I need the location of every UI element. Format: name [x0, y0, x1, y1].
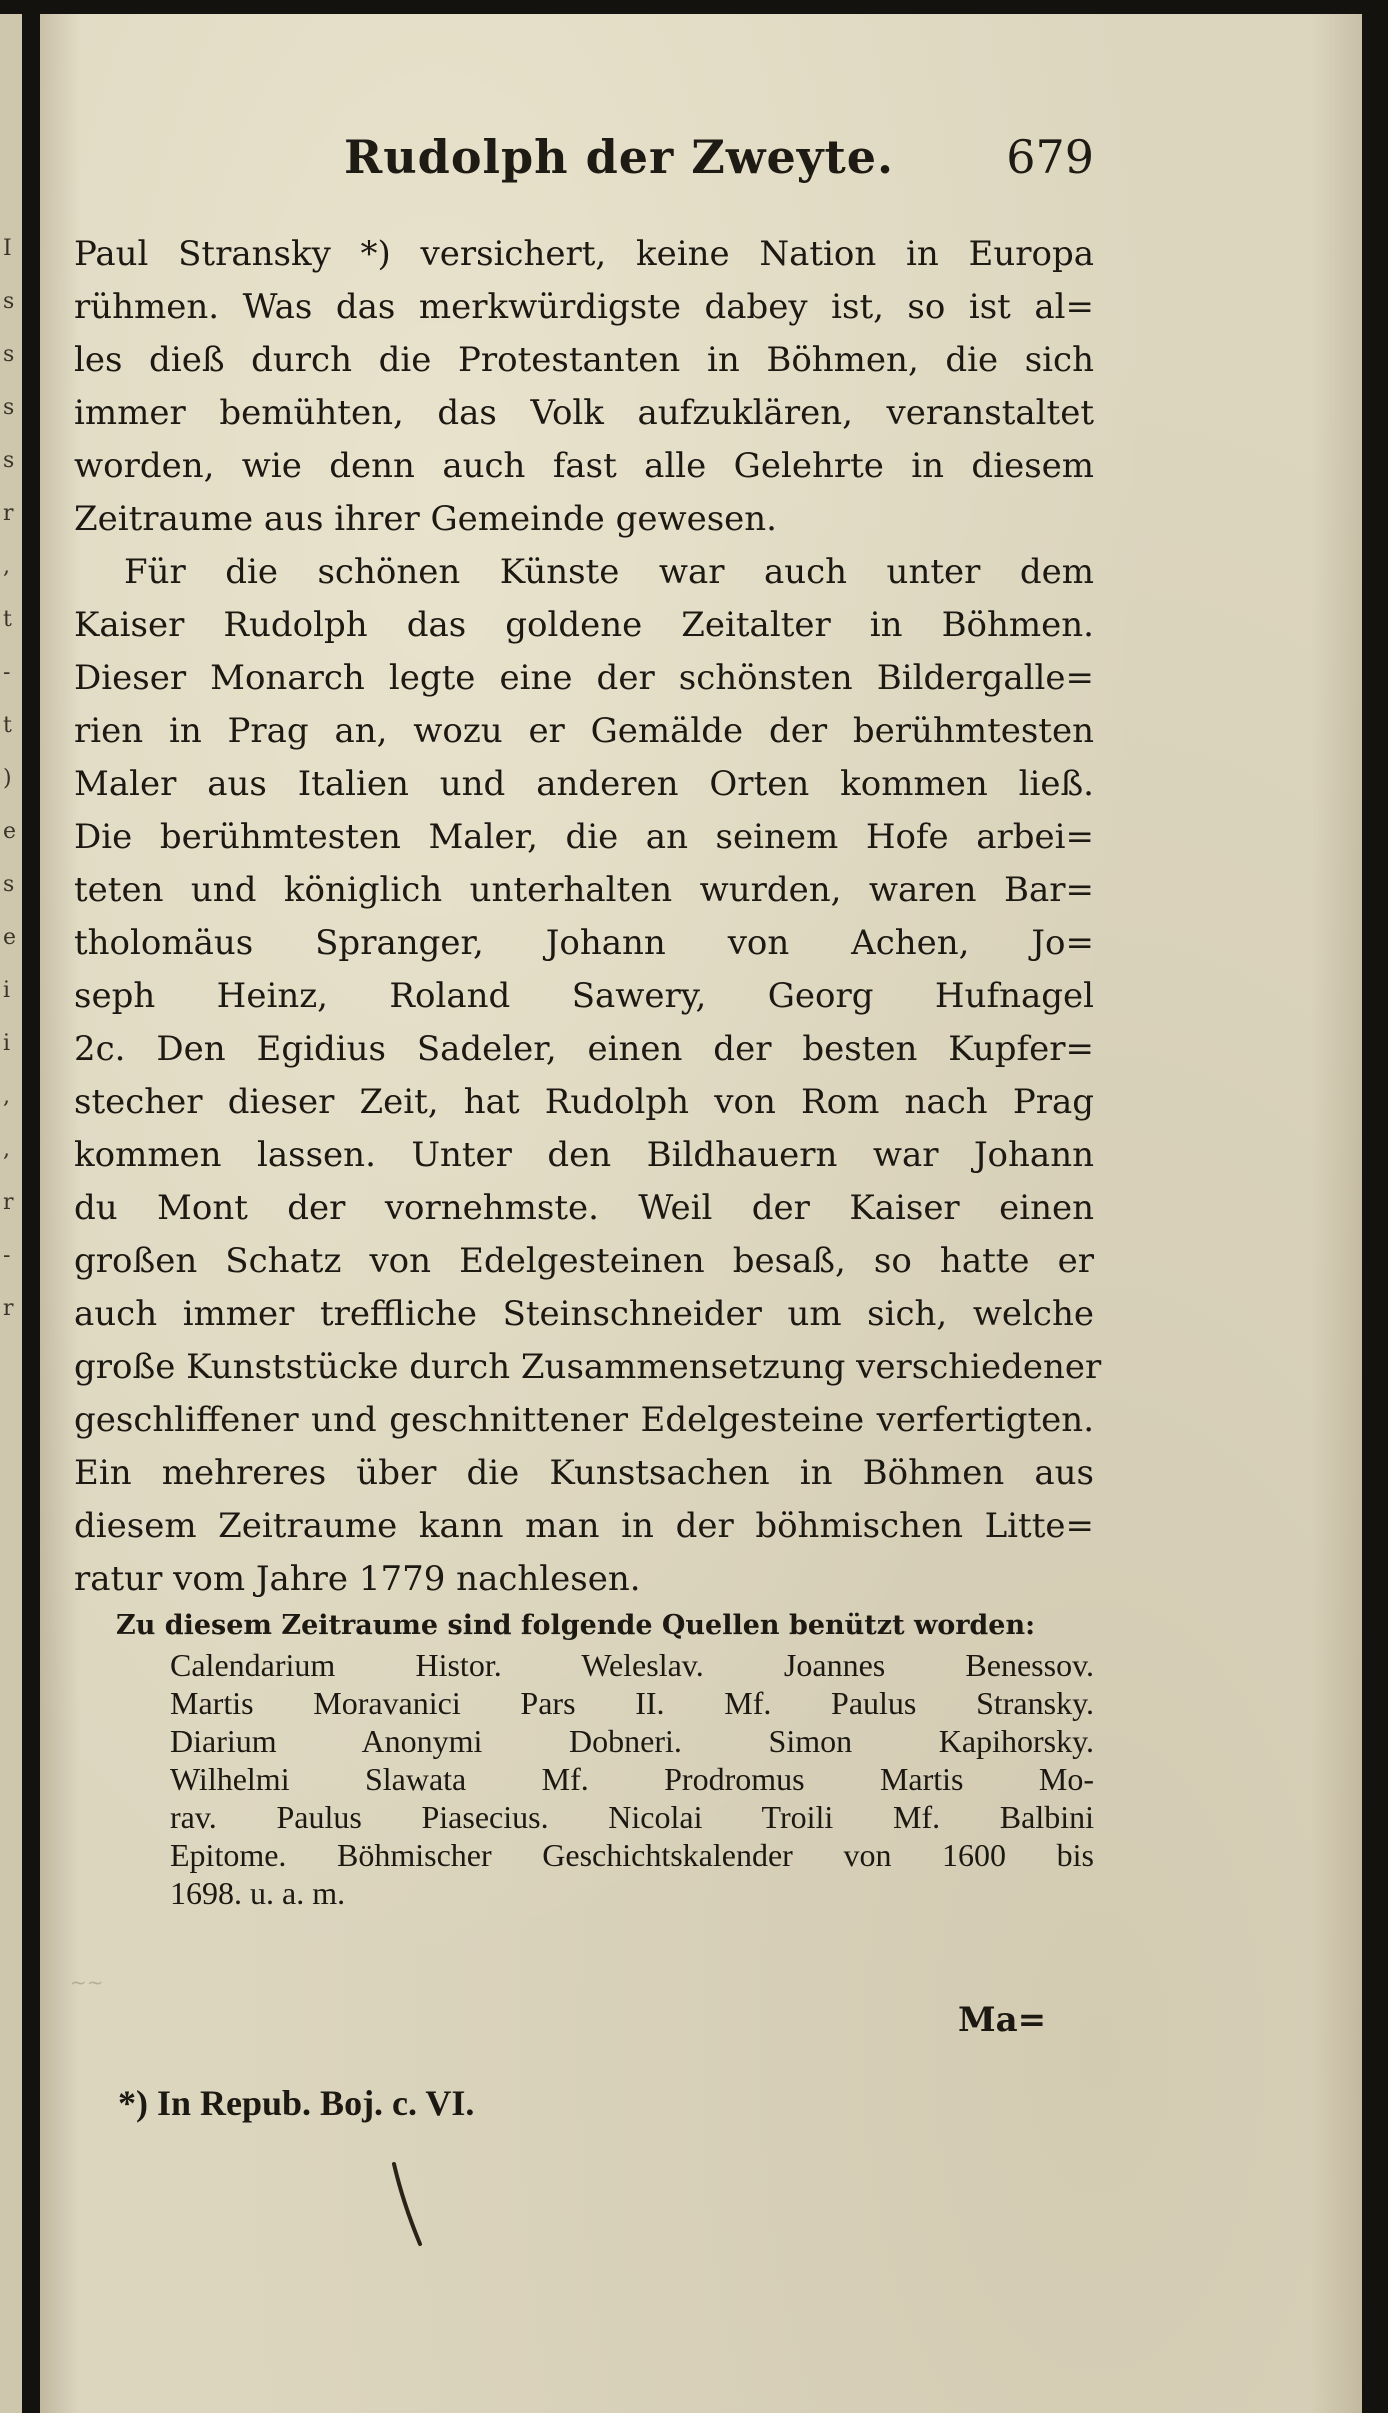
body-line: Maler aus Italien und anderen Orten kommen ließ.	[74, 764, 1094, 804]
body-line: geschliffener und geschnittener Edelgesteine verfertigten.	[74, 1400, 1094, 1440]
body-line: les dieß durch die Protestanten in Böhmen, die sich	[74, 340, 1094, 380]
facing-page-glyph: e	[3, 925, 17, 950]
facing-page-glyph: I	[3, 236, 12, 261]
facing-page-glyph: s	[3, 872, 15, 897]
sources-note	[116, 1606, 1094, 1912]
body-line: diesem Zeitraume kann man in der böhmischen Litte=	[74, 1506, 1094, 1546]
pen-stroke-mark	[390, 2160, 430, 2250]
body-line: Zeitraume aus ihrer Gemeinde gewesen.	[74, 499, 777, 539]
page-number: 679	[1006, 130, 1094, 184]
facing-page-glyph: -	[3, 660, 11, 685]
body-line: Dieser Monarch legte eine der schönsten Bildergalle=	[74, 658, 1094, 698]
body-text	[74, 228, 1102, 1606]
body-line: Für die schönen Künste war auch unter dem	[124, 552, 1094, 592]
source-line: Wilhelmi Slawata Mf. Prodromus Martis Mo-	[170, 1761, 1094, 1797]
source-line: Calendarium Histor. Weleslav. Joannes Benessov.	[170, 1647, 1094, 1683]
body-line: auch immer treffliche Steinschneider um sich, welche	[74, 1294, 1094, 1334]
facing-page-glyph: )	[3, 766, 12, 791]
facing-page-glyph: s	[3, 342, 15, 367]
sources-list	[116, 1646, 1094, 1912]
facing-page-glyph: s	[3, 289, 15, 314]
body-line: kommen lassen. Unter den Bildhauern war Johann	[74, 1135, 1094, 1175]
body-line: teten und königlich unterhalten wurden, waren Bar=	[74, 870, 1094, 910]
sources-heading: Zu diesem Zeitraume sind folgende Quellen benützt worden:	[116, 1610, 1036, 1641]
source-line: Martis Moravanici Pars II. Mf. Paulus Stransky.	[170, 1685, 1094, 1721]
body-line: tholomäus Spranger, Johann von Achen, Jo=	[74, 923, 1094, 963]
facing-page-glyph: s	[3, 448, 15, 473]
source-line: rav. Paulus Piasecius. Nicolai Troili Mf. Balbini	[170, 1799, 1094, 1835]
facing-page-glyph: -	[3, 1243, 11, 1268]
facing-page-glyph: ,	[3, 554, 10, 579]
facing-page-glyph: i	[3, 978, 11, 1003]
body-line: großen Schatz von Edelgesteinen besaß, so hatte er	[74, 1241, 1094, 1281]
body-line: seph Heinz, Roland Sawery, Georg Hufnagel	[74, 976, 1094, 1016]
body-line: immer bemühten, das Volk aufzuklären, veranstaltet	[74, 393, 1094, 433]
faded-offset-marks: ~~	[70, 1970, 104, 1994]
source-line: Epitome. Böhmischer Geschichtskalender von 1600 bis	[170, 1837, 1094, 1873]
body-line: Kaiser Rudolph das goldene Zeitalter in Böhmen.	[74, 605, 1094, 645]
body-line: rühmen. Was das merkwürdigste dabey ist, so ist al=	[74, 287, 1094, 327]
body-line: stecher dieser Zeit, hat Rudolph von Rom nach Prag	[74, 1082, 1094, 1122]
body-line: rien in Prag an, wozu er Gemälde der berühmtesten	[74, 711, 1094, 751]
facing-page-glyph: ,	[3, 1084, 10, 1109]
facing-page-glyph: ,	[3, 1137, 10, 1162]
body-line: worden, wie denn auch fast alle Gelehrte in diesem	[74, 446, 1094, 486]
source-line: Diarium Anonymi Dobneri. Simon Kapihorsky.	[170, 1723, 1094, 1759]
facing-page-glyph: t	[3, 713, 12, 738]
facing-page-glyph: r	[3, 501, 14, 526]
facing-page-glyph: r	[3, 1296, 14, 1321]
footnote: *) In Repub. Boj. c. VI.	[118, 2083, 475, 2123]
body-line: Paul Stransky *) versichert, keine Nation in Europa	[74, 234, 1094, 274]
facing-page-glyph: r	[3, 1190, 14, 1215]
body-line: Die berühmtesten Maler, die an seinem Hofe arbei=	[74, 817, 1094, 857]
facing-page-glyph: t	[3, 607, 12, 632]
body-line: Ein mehreres über die Kunstsachen in Böhmen aus	[74, 1453, 1094, 1493]
body-line: große Kunststücke durch Zusammensetzung verschiedener	[74, 1347, 1102, 1387]
facing-page-glyph: e	[3, 819, 17, 844]
source-line: 1698. u. a. m.	[170, 1875, 346, 1911]
running-head	[74, 126, 1094, 192]
body-line: 2c. Den Egidius Sadeler, einen der besten Kupfer=	[74, 1029, 1094, 1069]
facing-page-glyph: i	[3, 1031, 11, 1056]
running-title: Rudolph der Zweyte.	[344, 130, 894, 184]
body-line: du Mont der vornehmste. Weil der Kaiser einen	[74, 1188, 1094, 1228]
catchword: Ma=	[958, 2000, 1047, 2040]
body-line: ratur vom Jahre 1779 nachlesen.	[74, 1559, 641, 1599]
facing-page-glyph: s	[3, 395, 15, 420]
